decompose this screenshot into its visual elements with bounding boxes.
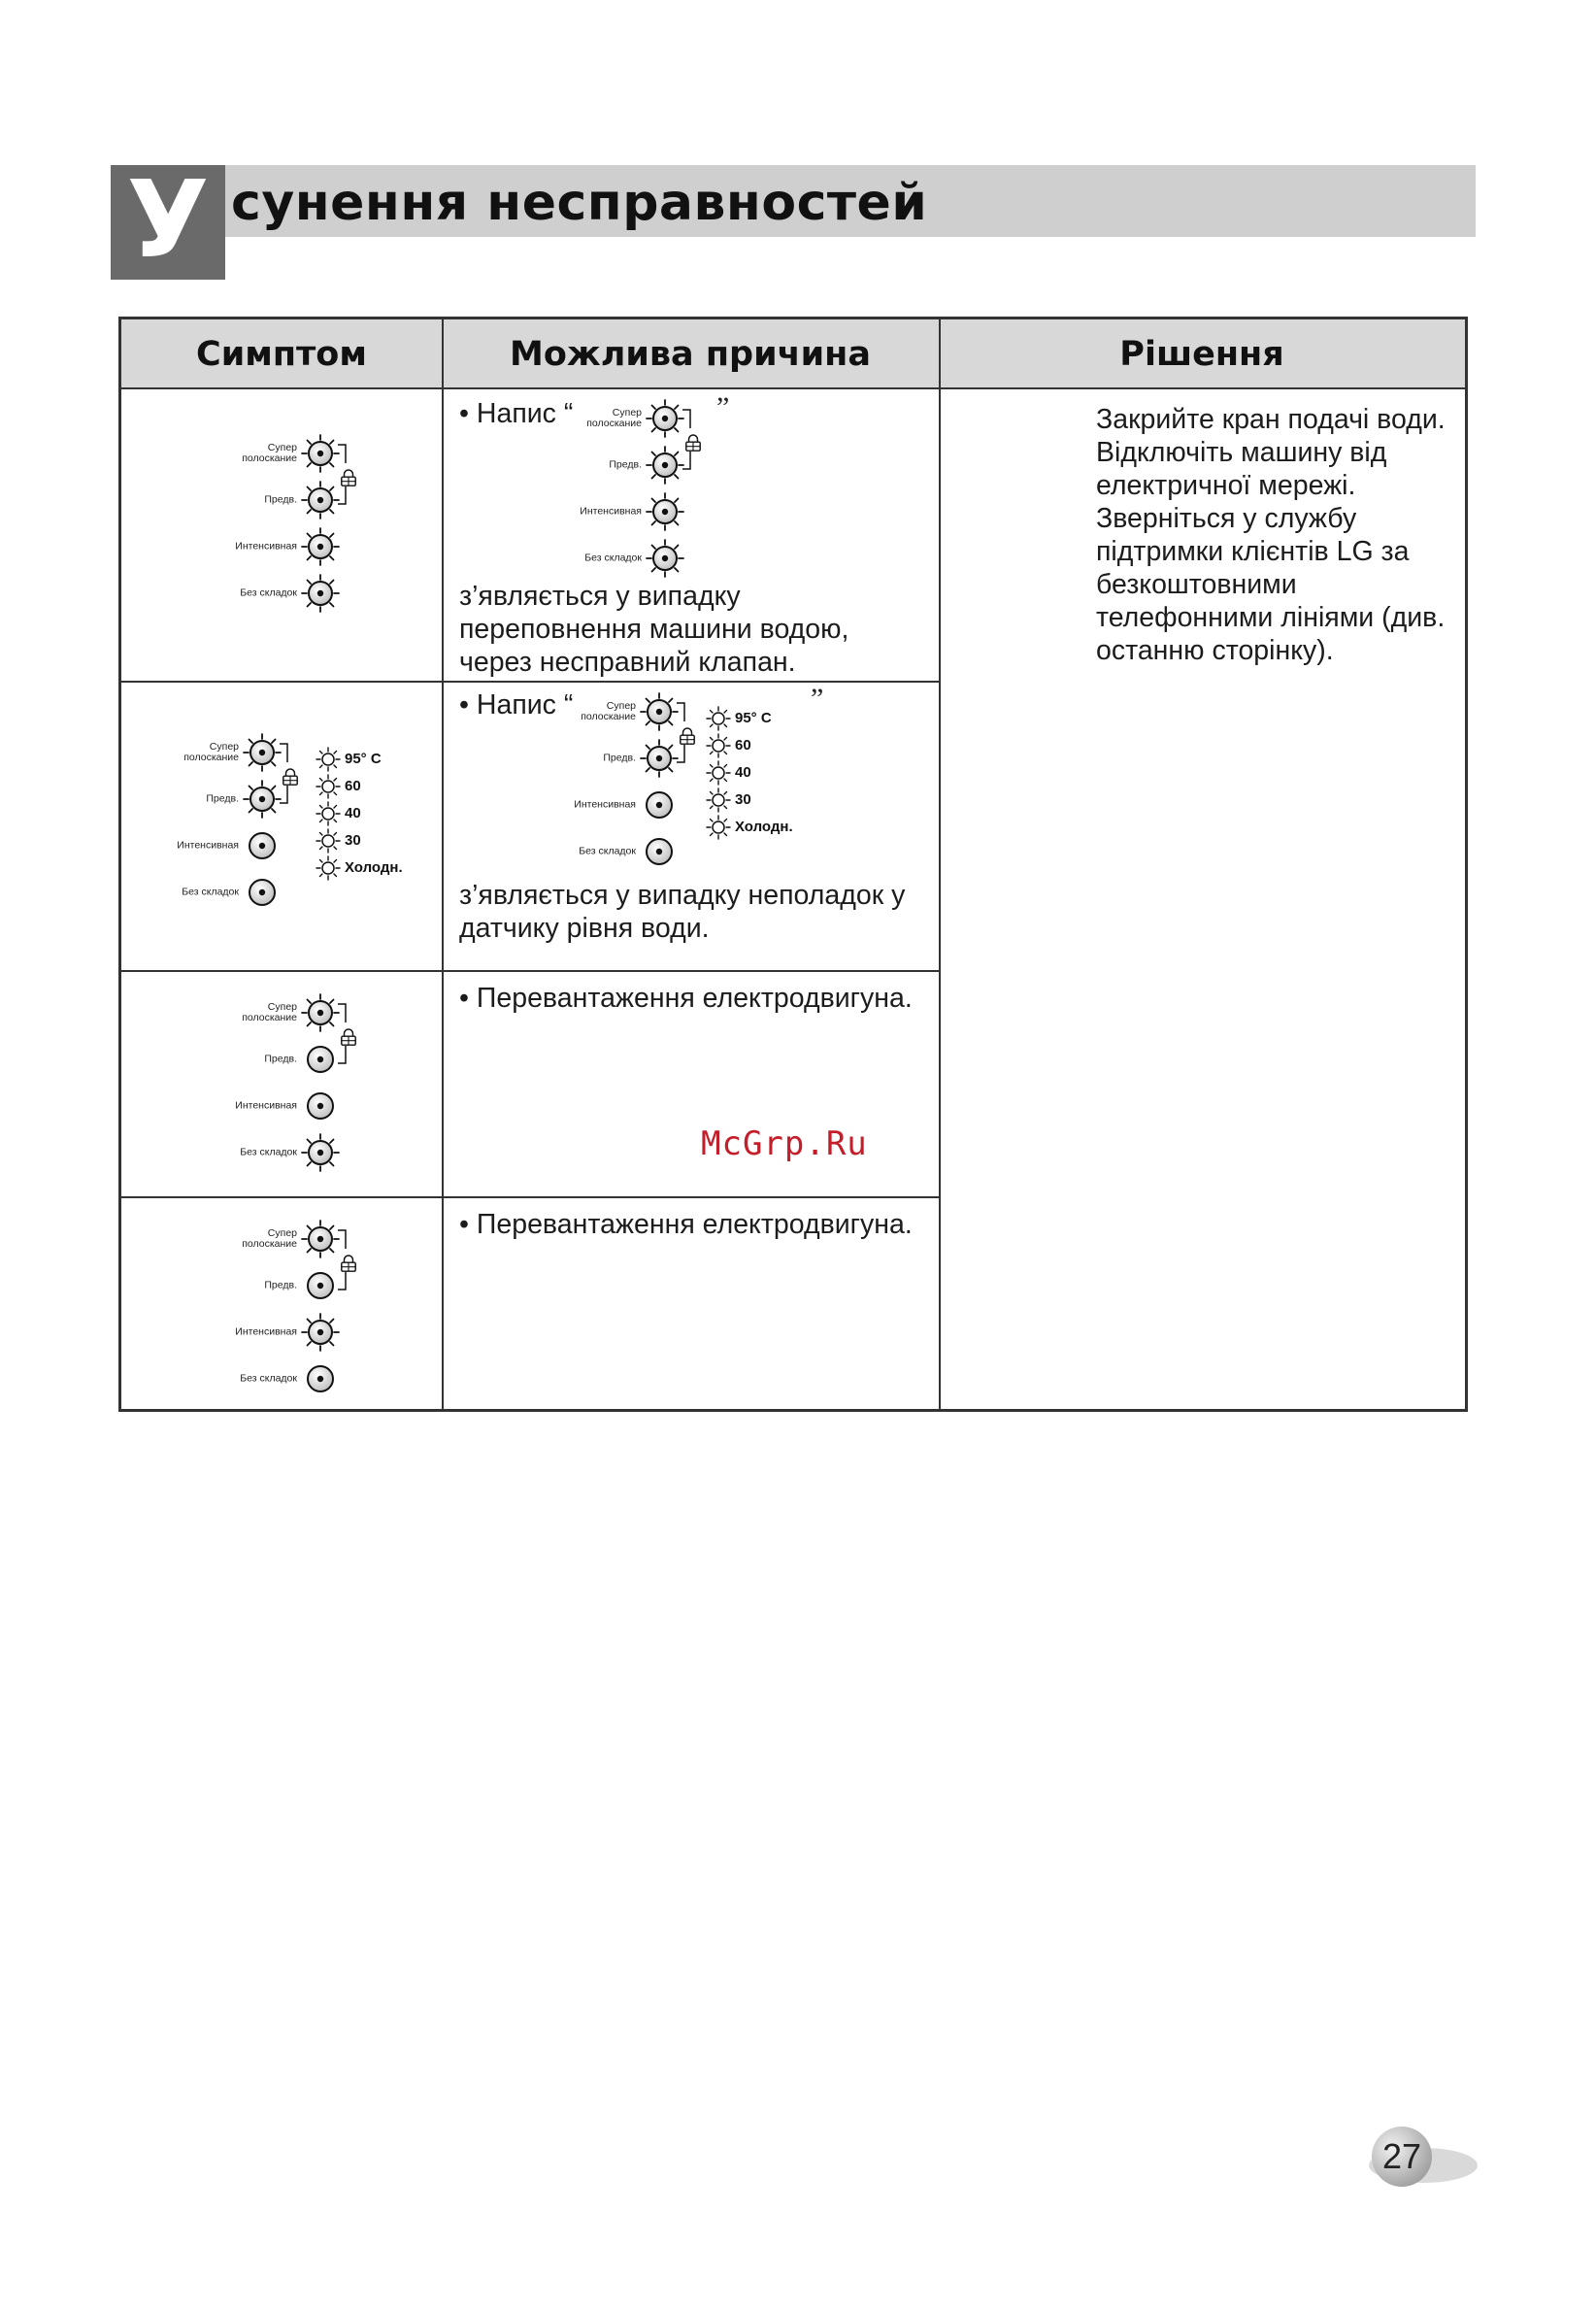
solution-text: Закрийте кран подачі води. Відключіть машину від електричної мережі. Зверніться у службу підтримки клієнтів LG за безкоштовними телефонними лініями (див. останню сторінку). bbox=[1096, 404, 1446, 666]
lamp-lit-icon bbox=[301, 993, 340, 1032]
column-header-solution: Рішення bbox=[939, 319, 1465, 389]
lamp-lit-icon bbox=[243, 780, 282, 819]
lamp-lit-icon bbox=[243, 733, 282, 772]
bracket-icon bbox=[677, 741, 690, 766]
lamp-lit-icon bbox=[646, 539, 684, 578]
temp-lamp-icon bbox=[706, 787, 731, 813]
cause-cell bbox=[442, 1198, 939, 1412]
symptom-cell: Супер полоскание Предв. Интенсивная Без складок bbox=[121, 389, 442, 681]
bracket-icon bbox=[280, 743, 293, 768]
lamp-unlit-icon bbox=[301, 1040, 340, 1079]
cause-prefix: • Напис “ bbox=[459, 398, 574, 429]
lamp-lit-icon bbox=[640, 692, 679, 731]
lamp-unlit-icon bbox=[301, 1266, 340, 1305]
lamp-unlit-icon bbox=[243, 873, 282, 912]
column-header-cause: Можлива причина bbox=[442, 319, 939, 389]
lamp-lit-icon bbox=[646, 492, 684, 531]
lamp-lit-icon bbox=[301, 434, 340, 473]
lamp-unlit-icon bbox=[640, 832, 679, 871]
temp-lamp-icon bbox=[316, 855, 341, 881]
bracket-icon bbox=[338, 444, 351, 469]
closing-quote: ” bbox=[811, 683, 824, 715]
lamp-lit-icon bbox=[301, 1220, 340, 1258]
lamp-unlit-icon bbox=[640, 786, 679, 824]
temp-lamp-icon bbox=[706, 733, 731, 758]
closing-quote: ” bbox=[716, 391, 730, 423]
bracket-icon bbox=[677, 702, 690, 727]
lamp-lit-icon bbox=[646, 399, 684, 438]
lamp-unlit-icon bbox=[243, 826, 282, 865]
watermark: McGrp.Ru bbox=[701, 1124, 868, 1163]
cause-text: • Перевантаження електродвигуна. bbox=[459, 1209, 913, 1240]
lamp-lit-icon bbox=[301, 527, 340, 566]
symptom-cell: Супер полоскание Предв. Интенсивная Без складок bbox=[121, 1198, 442, 1412]
temp-lamp-icon bbox=[706, 706, 731, 731]
bracket-icon bbox=[338, 1229, 351, 1255]
bracket-icon bbox=[280, 782, 293, 807]
temp-lamp-icon bbox=[316, 801, 341, 826]
section-title-initial: У bbox=[111, 165, 225, 280]
bracket-icon bbox=[338, 483, 351, 508]
column-header-symptom: Симптом bbox=[121, 319, 442, 389]
cause-text: • Перевантаження електродвигуна. bbox=[459, 983, 913, 1014]
symptom-cell: Супер полоскание Предв. Интенсивная Без складок bbox=[121, 972, 442, 1196]
column-divider bbox=[939, 319, 941, 1409]
cause-text: з’являється у випадку неполадок у датчику рівня води. bbox=[459, 880, 906, 944]
temp-lamp-icon bbox=[316, 828, 341, 854]
temp-lamp-icon bbox=[316, 747, 341, 772]
page-number: 27 bbox=[1381, 2136, 1422, 2176]
temp-lamp-icon bbox=[706, 815, 731, 840]
lamp-unlit-icon bbox=[301, 1087, 340, 1125]
temp-lamp-icon bbox=[706, 760, 731, 786]
troubleshooting-table bbox=[118, 317, 1468, 1412]
cause-cell: • Напис “ Супер полоскание Предв. Интенсивная Без складок 95° C 60 40 30 Холодн. ” з’являється у випадку неполадок у датчику рівня води. bbox=[442, 683, 939, 970]
lamp-lit-icon bbox=[301, 1313, 340, 1352]
bracket-icon bbox=[338, 1042, 351, 1067]
bracket-icon bbox=[682, 448, 696, 473]
lamp-lit-icon bbox=[301, 1133, 340, 1172]
lamp-unlit-icon bbox=[301, 1359, 340, 1398]
symptom-cell: Супер полоскание Предв. Интенсивная Без складок 95° C 60 40 30 Холодн. bbox=[121, 683, 442, 970]
cause-cell: • Напис “ Супер полоскание Предв. Интенсивная Без складок ” з’являється у випадку переповнення машини водою, через несправний клапан. bbox=[442, 389, 939, 681]
bracket-icon bbox=[682, 409, 696, 434]
section-title: сунення несправностей bbox=[231, 174, 928, 232]
bracket-icon bbox=[338, 1003, 351, 1028]
lamp-lit-icon bbox=[640, 739, 679, 778]
cause-prefix: • Напис “ bbox=[459, 689, 574, 720]
lamp-lit-icon bbox=[301, 481, 340, 519]
cause-text: з’являється у випадку переповнення машини водою, через несправний клапан. bbox=[459, 581, 849, 678]
bracket-icon bbox=[338, 1268, 351, 1293]
temp-lamp-icon bbox=[316, 774, 341, 799]
lamp-lit-icon bbox=[301, 574, 340, 613]
lamp-lit-icon bbox=[646, 446, 684, 485]
